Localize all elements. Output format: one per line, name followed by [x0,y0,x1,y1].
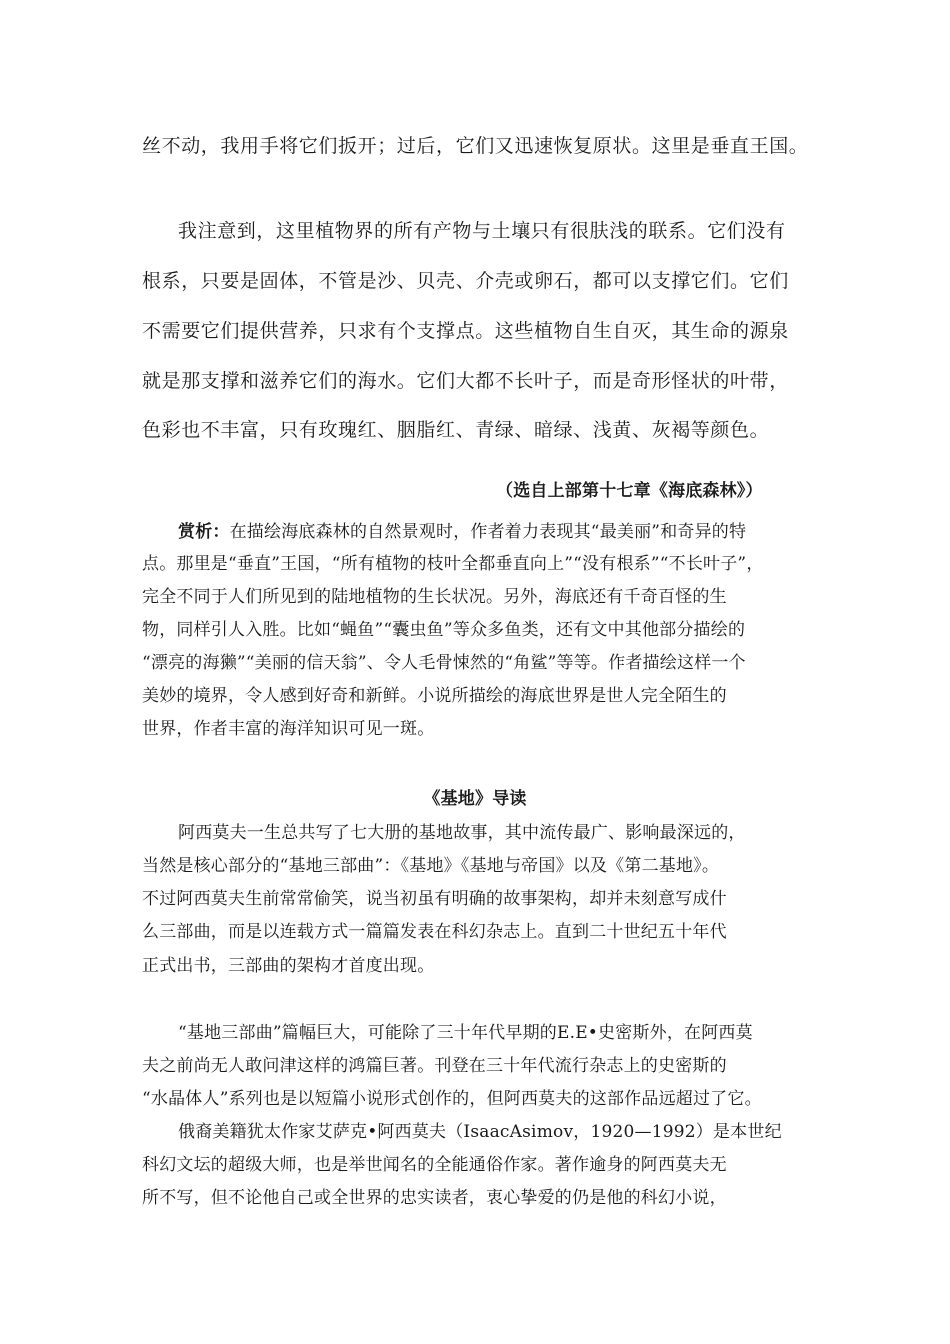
guide-para3-line: 科幻文坛的超级大师，也是举世闻名的全能通俗作家。著作逾身的阿西莫夫无 [142,1155,727,1175]
appreciation-text: 在描绘海底森林的自然景观时，作者着力表现其“最美丽”和奇异的特 [229,522,747,542]
passage-line: 不需要它们提供营养，只求有个支撑点。这些植物自生自灭，其生命的源泉 [142,320,789,342]
appreciation-label: 赏析： [178,522,230,542]
guide-para1-line: 阿西莫夫一生总共写了七大册的基地故事，其中流传最广、影响最深远的， [178,823,746,843]
section-title: 《基地》导读 [423,789,527,809]
appreciation-line: 美妙的境界，令人感到好奇和新鲜。小说所描绘的海底世界是世人完全陌生的 [142,686,727,706]
guide-para1-line: 正式出书，三部曲的架构才首度出现。 [142,956,435,976]
guide-para1-line: 么三部曲，而是以连载方式一篇篇发表在科幻杂志上。直到二十世纪五十年代 [142,922,727,942]
passage-line: 丝不动，我用手将它们扳开；过后，它们又迅速恢复原状。这里是垂直王国。 [142,135,809,157]
passage-source: （选自上部第十七章《海底森林》） [496,481,763,501]
appreciation-first-line [178,517,746,542]
appreciation-line: 世界，作者丰富的海洋知识可见一斑。 [142,719,435,739]
guide-para1-line: 不过阿西莫夫生前常常偷笑，说当初虽有明确的故事架构，却并未刻意写成什 [142,889,727,909]
passage-line: 色彩也不丰富，只有玫瑰红、胭脂红、青绿、暗绿、浅黄、灰褐等颜色。 [142,419,770,441]
guide-para2-line: “基地三部曲”篇幅巨大，可能除了三十年代早期的E.E•史密斯外，在阿西莫 [178,1023,753,1043]
appreciation-line: 物，同样引人入胜。比如“蝇鱼”“囊虫鱼”等众多鱼类，还有文中其他部分描绘的 [142,620,746,640]
passage-line: 就是那支撑和滋养它们的海水。它们大都不长叶子，而是奇形怪状的叶带， [142,370,789,392]
passage-line: 根系，只要是固体，不管是沙、贝壳、介壳或卵石，都可以支撑它们。它们 [142,270,789,292]
passage-line: 我注意到，这里植物界的所有产物与土壤只有很肤浅的联系。它们没有 [178,220,786,242]
appreciation-line: 点。那里是“垂直”王国，“所有植物的枝叶全都垂直向上”“没有根系”“不长叶子”， [142,554,764,574]
guide-para2-line: 夫之前尚无人敢问津这样的鸿篇巨著。刊登在三十年代流行杂志上的史密斯的 [142,1056,727,1076]
guide-para3-line: 俄裔美籍犹太作家艾萨克•阿西莫夫（IsaacAsimov，1920—1992）是本世纪 [178,1122,782,1142]
guide-para1-line: 当然是核心部分的“基地三部曲”：《基地》《基地与帝国》以及《第二基地》。 [142,856,720,876]
appreciation-line: 完全不同于人们所见到的陆地植物的生长状况。另外，海底还有千奇百怪的生 [142,587,727,607]
guide-para3-line: 所不写，但不论他自己或全世界的忠实读者，衷心挚爱的仍是他的科幻小说， [142,1188,727,1208]
guide-para2-line: “水晶体人”系列也是以短篇小说形式创作的，但阿西莫夫的这部作品远超过了它。 [142,1089,762,1109]
appreciation-line: “漂亮的海獭”“美丽的信天翁”、令人毛骨悚然的“角鲨”等等。作者描绘这样一个 [142,653,746,673]
